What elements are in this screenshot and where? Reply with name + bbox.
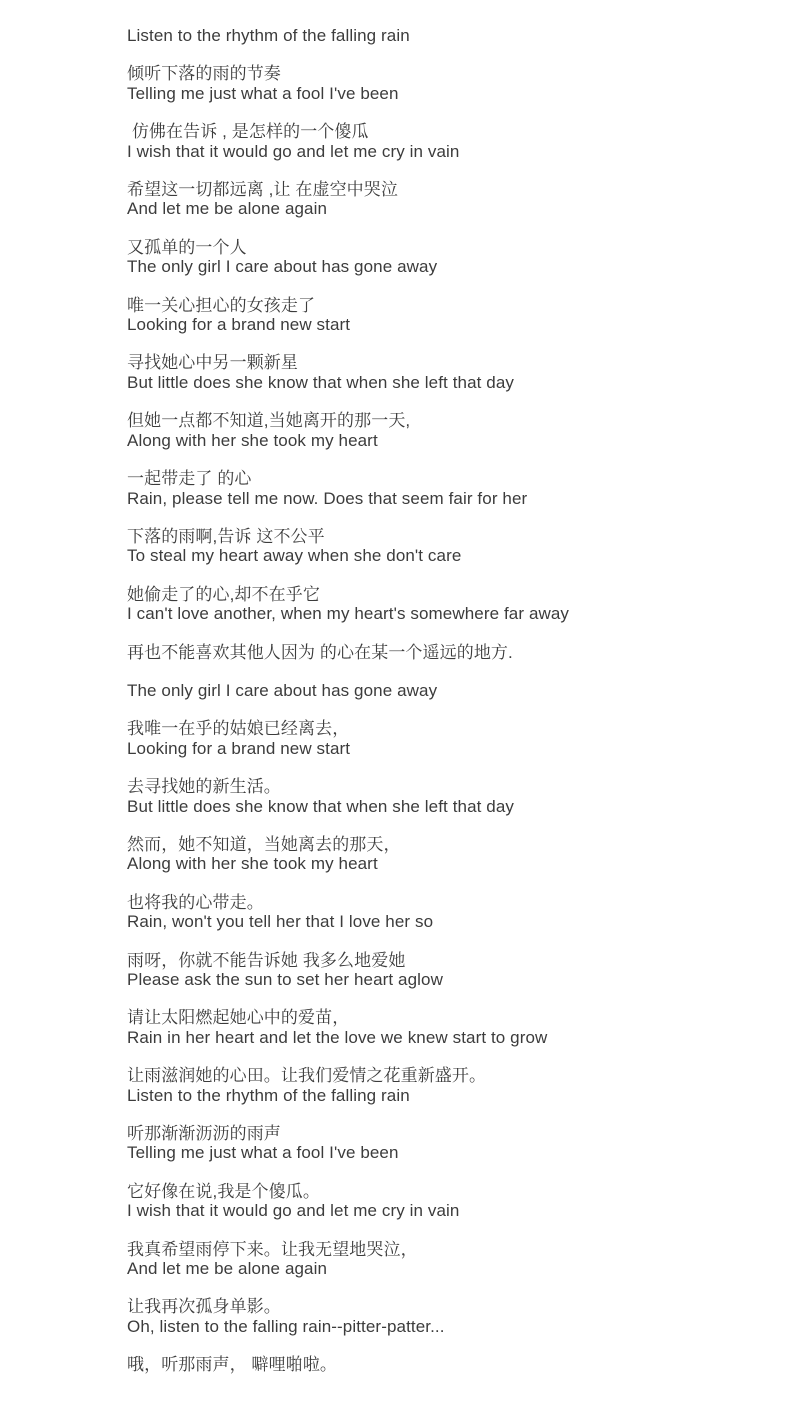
lyric-line-chinese: 去寻找她的新生活。 [127, 777, 281, 797]
lyric-line-english: Listen to the rhythm of the falling rain [127, 1085, 410, 1105]
lyric-line-english: And let me be alone again [127, 199, 328, 219]
lyric-stanza [127, 180, 760, 219]
lyric-stanza [127, 122, 760, 161]
lyric-stanza [127, 643, 760, 662]
lyric-stanza [127, 777, 760, 816]
lyric-line-english: Looking for a brand new start [127, 738, 351, 758]
lyric-line-chinese: 又孤单的一个人 [127, 237, 247, 257]
lyric-line-english: I can't love another, when my heart's somewhere far away [127, 604, 570, 624]
lyric-line-chinese: 哦，听那雨声， 噼哩啪啦。 [127, 1355, 338, 1375]
lyric-stanza [127, 1066, 760, 1105]
lyric-stanza [127, 238, 760, 277]
lyric-line-chinese: 再也不能喜欢其他人因为 的心在某一个遥远的地方. [127, 642, 513, 662]
lyric-line-chinese: 下落的雨啊,告诉 这不公平 [127, 526, 325, 546]
lyric-stanza [127, 585, 760, 624]
lyric-line-chinese: 让我再次孤身单影。 [127, 1297, 281, 1317]
lyric-line-chinese: 也将我的心带走。 [127, 892, 264, 912]
lyric-line-english: Along with her she took my heart [127, 854, 378, 874]
lyric-line-english: The only girl I care about has gone away [127, 257, 438, 277]
lyric-line-chinese: 但她一点都不知道,当她离开的那一天, [127, 411, 411, 431]
lyric-stanza [127, 26, 760, 45]
lyric-line-chinese: 听那渐渐沥沥的雨声 [127, 1124, 281, 1144]
lyric-line-english: Oh, listen to the falling rain--pitter-patter... [127, 1316, 445, 1336]
lyric-line-english: But little does she know that when she left that day [127, 372, 514, 392]
lyric-stanza [127, 835, 760, 874]
lyric-line-chinese: 她偷走了的心,却不在乎它 [127, 584, 320, 604]
lyric-line-chinese: 请让太阳燃起她心中的爱苗， [127, 1008, 350, 1028]
lyric-line-chinese: 让雨滋润她的心田。让我们爱情之花重新盛开。 [127, 1066, 487, 1086]
lyric-line-english: And let me be alone again [127, 1259, 328, 1279]
lyric-line-english: Please ask the sun to set her heart aglow [127, 970, 443, 989]
lyric-stanza [127, 1240, 760, 1279]
lyric-line-english: But little does she know that when she left that day [127, 796, 514, 816]
lyric-stanza [127, 527, 760, 566]
lyric-line-english: I wish that it would go and let me cry in vain [127, 141, 460, 161]
lyric-line-english: To steal my heart away when she don't care [127, 546, 462, 566]
lyric-line-chinese: 我真希望雨停下来。让我无望地哭泣， [127, 1239, 418, 1259]
lyric-stanza [127, 681, 760, 700]
lyric-line-chinese: 仿佛在告诉 , 是怎样的一个傻瓜 [127, 122, 369, 142]
lyric-line-chinese: 唯一关心担心的女孩走了 [127, 295, 316, 315]
lyric-line-chinese: 寻找她心中另一颗新星 [127, 353, 298, 373]
lyric-stanza [127, 64, 760, 103]
lyric-line-english: Looking for a brand new start [127, 315, 351, 335]
lyric-line-chinese: 然而，她不知道，当她离去的那天， [127, 834, 401, 854]
lyric-line-english: Rain in her heart and let the love we knew start to grow [127, 1027, 548, 1047]
lyric-stanza [127, 296, 760, 335]
lyric-line-english: The only girl I care about has gone away [127, 680, 438, 700]
lyric-line-english: Rain, please tell me now. Does that seem fair for her [127, 488, 528, 508]
lyric-stanza [127, 411, 760, 450]
lyric-line-chinese: 一起带走了 的心 [127, 469, 252, 489]
lyric-stanza [127, 353, 760, 392]
lyric-line-english: Telling me just what a fool I've been [127, 1143, 399, 1163]
lyric-stanza [127, 1297, 760, 1336]
lyric-line-chinese: 倾听下落的雨的节奏 [127, 64, 281, 84]
lyric-line-chinese: 希望这一切都远离 ,让 在虚空中哭泣 [127, 180, 398, 200]
lyric-stanza [127, 1124, 760, 1163]
lyric-stanza [127, 893, 760, 932]
lyric-line-chinese: 我唯一在乎的姑娘已经离去， [127, 719, 350, 739]
lyric-stanza [127, 1182, 760, 1221]
lyric-line-chinese: 雨呀，你就不能告诉她 我多么地爱她 [127, 950, 406, 970]
lyric-stanza [127, 719, 760, 758]
lyric-line-english: Listen to the rhythm of the falling rain [127, 26, 410, 45]
lyric-stanza [127, 469, 760, 508]
lyric-stanza [127, 1008, 760, 1047]
lyric-line-english: Rain, won't you tell her that I love her so [127, 912, 434, 932]
lyric-stanza [127, 1355, 760, 1374]
lyric-line-chinese: 它好像在说,我是个傻瓜。 [127, 1181, 320, 1201]
lyric-stanza [127, 951, 760, 990]
lyric-line-english: Telling me just what a fool I've been [127, 83, 399, 103]
lyrics-container [127, 26, 760, 1375]
lyric-line-english: Along with her she took my heart [127, 430, 378, 450]
lyric-line-english: I wish that it would go and let me cry in vain [127, 1201, 460, 1221]
